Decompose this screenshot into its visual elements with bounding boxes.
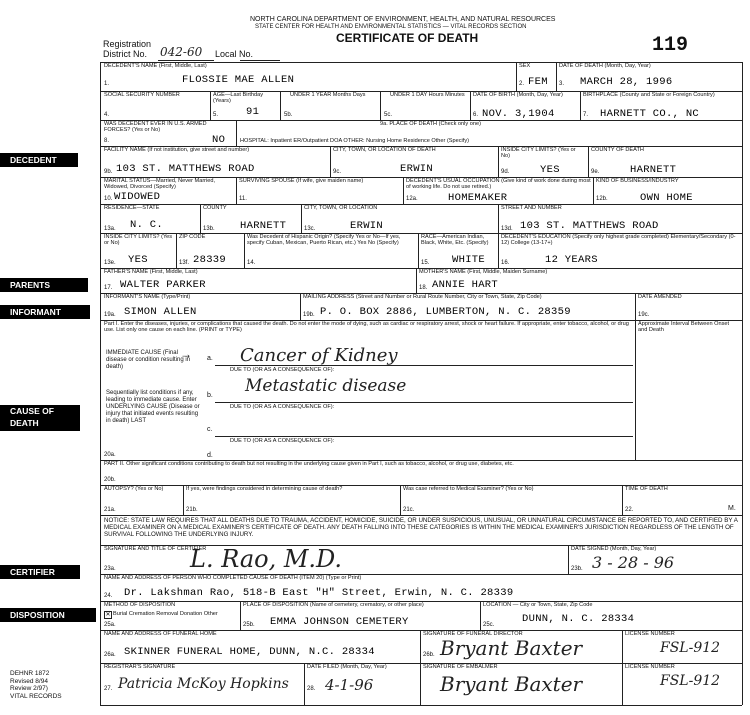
under1d-label: UNDER 1 DAY Hours Minutes bbox=[390, 92, 465, 98]
armed-value: NO bbox=[212, 134, 226, 146]
res-street-label: STREET AND NUMBER bbox=[501, 205, 562, 211]
autopsy-label: AUTOPSY? (Yes or No) bbox=[104, 486, 164, 492]
county-death-label: COUNTY OF DEATH bbox=[591, 147, 644, 153]
completed-by-label: NAME AND ADDRESS OF PERSON WHO COMPLETED CAUSE OF DEATH (ITEM 20) (Type or Print) bbox=[104, 575, 362, 581]
immediate-label: IMMEDIATE CAUSE (Final disease or condition resulting in death) bbox=[106, 350, 191, 370]
embalmer-signature: Bryant Baxter bbox=[440, 672, 583, 696]
completed-by-value: Dr. Lakshman Rao, 518-B East "H" Street, Erwin, N. C. 28339 bbox=[124, 587, 514, 599]
res-city-value: ERWIN bbox=[350, 220, 384, 232]
facility-value: 103 ST. MATTHEWS ROAD bbox=[116, 163, 255, 175]
disposition-tab: DISPOSITION bbox=[0, 608, 96, 622]
amended-label: DATE AMENDED bbox=[638, 294, 682, 300]
county-death-value: HARNETT bbox=[630, 164, 677, 176]
part2-label: PART II. Other significant conditions contributing to death but not resulting in the underlying cause given in Part I, such as tobacco, alcohol, or drug use, diabetes, etc. bbox=[104, 461, 514, 467]
inside-limits-label: INSIDE CITY LIMITS? (Yes or No) bbox=[501, 147, 576, 159]
hispanic-label: Was Decedent of Hispanic Origin? (Specify Yes or No—If yes, specify Cuban, Mexican, Puerto Rican, etc.) Yes No (Specify) bbox=[247, 234, 401, 246]
due-to-b: DUE TO (OR AS A CONSEQUENCE OF): bbox=[230, 404, 335, 410]
name-label: DECEDENT'S NAME (First, Middle, Last) bbox=[104, 63, 207, 69]
dob-label: DATE OF BIRTH (Month, Day, Year) bbox=[473, 92, 563, 98]
decedent-name: FLOSSIE MAE ALLEN bbox=[182, 74, 295, 86]
disp-place-label: PLACE OF DISPOSITION (Name of cemetery, crematory, or other place) bbox=[243, 602, 424, 608]
signature-label: SIGNATURE AND TITLE OF CERTIFIER bbox=[104, 546, 207, 552]
district-label: District No. bbox=[103, 49, 148, 59]
res-state-label: RESIDENCE—STATE bbox=[104, 205, 160, 211]
cause-tab: CAUSE OF DEATH bbox=[0, 405, 80, 431]
mother-value: ANNIE HART bbox=[432, 279, 499, 291]
business-label: KIND OF BUSINESS/INDUSTRY bbox=[596, 178, 679, 184]
date-of-birth: NOV. 3,1904 bbox=[482, 108, 555, 120]
zip-label: ZIP CODE bbox=[179, 234, 206, 240]
time-death-label: TIME OF DEATH bbox=[625, 486, 668, 492]
zip-value: 28339 bbox=[193, 254, 227, 266]
disp-place-value: EMMA JOHNSON CEMETERY bbox=[270, 616, 409, 628]
informant-value: SIMON ALLEN bbox=[124, 306, 197, 318]
ssn-label: SOCIAL SECURITY NUMBER bbox=[104, 92, 180, 98]
local-label: Local No. bbox=[215, 49, 254, 59]
father-label: FATHER'S NAME (First, Middle, Last) bbox=[104, 269, 198, 275]
under1y-label: UNDER 1 YEAR Months Days bbox=[290, 92, 366, 98]
certifier-signature: L. Rao, M.D. bbox=[190, 545, 343, 573]
location-value: DUNN, N. C. 28334 bbox=[522, 613, 635, 625]
embalmer-label: SIGNATURE OF EMBALMER bbox=[423, 664, 498, 670]
license-label: LICENSE NUMBER bbox=[625, 631, 675, 637]
decedent-tab: DECEDENT bbox=[0, 153, 78, 167]
license2-value: FSL-912 bbox=[660, 673, 721, 689]
marital-label: MARITAL STATUS—Married, Never Married, Widowed, Divorced (Specify) bbox=[104, 178, 216, 190]
date-filed-value: 4-1-96 bbox=[325, 676, 374, 694]
res-county-value: HARNETT bbox=[240, 220, 287, 232]
license2-label: LICENSE NUMBER bbox=[625, 664, 675, 670]
hospital-options: HOSPITAL: Inpatient ER/Outpatient DOA OTHER: Nursing Home Residence Other (Specify) bbox=[240, 138, 470, 144]
form-title: CERTIFICATE OF DEATH bbox=[336, 31, 479, 45]
date-signed-value: 3 - 28 - 96 bbox=[592, 553, 675, 572]
method-label: METHOD OF DISPOSITION bbox=[104, 602, 176, 608]
race-label: RACE—American Indian, Black, White, Etc. (Specify) bbox=[421, 234, 489, 246]
cause-a: Cancer of Kidney bbox=[240, 345, 398, 366]
occupation-value: HOMEMAKER bbox=[448, 192, 508, 204]
fd-signature: Bryant Baxter bbox=[440, 636, 583, 660]
funeral-home-label: NAME AND ADDRESS OF FUNERAL HOME bbox=[104, 631, 217, 637]
sex-value: FEM bbox=[528, 76, 548, 88]
marital-value: WIDOWED bbox=[114, 191, 161, 203]
registrar-signature: Patricia McKoy Hopkins bbox=[118, 676, 289, 692]
footer-form-id: DEHNR 1872 Revised 8/94 Review 2/97) VITAL RECORDS bbox=[10, 670, 62, 700]
certifier-tab: CERTIFIER bbox=[0, 565, 80, 579]
city-death-label: CITY, TOWN, OR LOCATION OF DEATH bbox=[333, 147, 436, 153]
city-death-value: ERWIN bbox=[400, 163, 434, 175]
fd-sig-label: SIGNATURE OF FUNERAL DIRECTOR bbox=[423, 631, 523, 637]
facility-label: FACILITY NAME (If not institution, give street and number) bbox=[104, 147, 250, 153]
informant-label: INFORMANT'S NAME (Type/Print) bbox=[104, 294, 191, 300]
funeral-home-value: SKINNER FUNERAL HOME, DUNN, N.C. 28334 bbox=[124, 646, 375, 658]
mother-label: MOTHER'S NAME (First, Middle, Maiden Surname) bbox=[419, 269, 548, 275]
due-to-c: DUE TO (OR AS A CONSEQUENCE OF): bbox=[230, 438, 335, 444]
inside-limits-value: YES bbox=[540, 164, 560, 176]
me-referred-label: Was case referred to Medical Examiner? (Yes or No) bbox=[403, 486, 534, 492]
mailing-value: P. O. BOX 2886, LUMBERTON, N. C. 28359 bbox=[320, 306, 571, 318]
race-value: WHITE bbox=[452, 254, 486, 266]
age-value: 91 bbox=[246, 106, 260, 118]
birthplace-value: HARNETT CO., NC bbox=[600, 108, 700, 120]
res-state-value: N. C. bbox=[130, 219, 164, 231]
location-label: LOCATION — City or Town, State, Zip Code bbox=[483, 602, 593, 608]
informant-tab: INFORMANT bbox=[0, 305, 90, 319]
license-value: FSL-912 bbox=[660, 640, 721, 656]
spouse-label: SURVIVING SPOUSE (If wife, give maiden name) bbox=[239, 178, 364, 184]
armed-label: WAS DECEDENT EVER IN U.S. ARMED FORCES? (Yes or No) bbox=[104, 121, 207, 133]
dept-name: NORTH CAROLINA DEPARTMENT OF ENVIRONMENT, HEALTH, AND NATURAL RESOURCES bbox=[250, 16, 556, 23]
burial-checkbox[interactable]: ✕ bbox=[105, 612, 111, 618]
method-options: ✕ Burial Cremation Removal Donation Other bbox=[105, 611, 218, 618]
center-name: STATE CENTER FOR HEALTH AND ENVIRONMENTAL STATISTICS — VITAL RECORDS SECTION bbox=[255, 24, 527, 30]
business-value: OWN HOME bbox=[640, 192, 693, 204]
father-value: WALTER PARKER bbox=[120, 279, 206, 291]
parents-tab: PARENTS bbox=[0, 278, 88, 292]
certificate-number: 119 bbox=[652, 34, 689, 57]
date-signed-label: DATE SIGNED (Month, Day, Year) bbox=[571, 546, 657, 552]
registrar-label: REGISTRAR'S SIGNATURE bbox=[104, 664, 176, 670]
res-inside-label: INSIDE CITY LIMITS? (Yes or No) bbox=[104, 234, 173, 246]
findings-label: If yes, were findings considered in determining cause of death? bbox=[186, 486, 343, 492]
arrow-icon: → bbox=[180, 347, 192, 361]
occupation-label: DECEDENT'S USUAL OCCUPATION (Give kind of work done during most of working life. Do not use retired.) bbox=[406, 178, 591, 190]
sequential-label: Sequentially list conditions if any, leading to immediate cause. Enter UNDERLYING CAUSE (Disease or injury that initiated events resulting in death) LAST bbox=[106, 390, 200, 424]
place-label: 9a. PLACE OF DEATH (Check only one) bbox=[380, 121, 481, 127]
res-inside-value: YES bbox=[128, 254, 148, 266]
part1-instructions: Part I. Enter the diseases, injuries, or complications that caused the death. Do not enter the mode of dying, such as cardiac or respiratory arrest, shock or heart failure. If appropriate, enter tobacco, alcohol, or drug use. List only one cause on each line. (PRINT or TYPE) bbox=[104, 321, 629, 333]
due-to-a: DUE TO (OR AS A CONSEQUENCE OF): bbox=[230, 367, 335, 373]
dod-label: DATE OF DEATH (Month, Day, Year) bbox=[559, 63, 651, 69]
date-of-death: MARCH 28, 1996 bbox=[580, 76, 673, 88]
sex-label: SEX bbox=[519, 63, 531, 69]
district-value: 042-60 bbox=[160, 45, 203, 59]
birthplace-label: BIRTHPLACE (County and State or Foreign Country) bbox=[583, 92, 715, 98]
cause-b: Metastatic disease bbox=[245, 376, 407, 396]
res-street-value: 103 ST. MATTHEWS ROAD bbox=[520, 220, 659, 232]
date-filed-label: DATE FILED (Month, Day, Year) bbox=[307, 664, 387, 670]
mailing-label: MAILING ADDRESS (Street and Number or Rural Route Number, City or Town, State, Zip Code) bbox=[303, 294, 542, 300]
education-value: 12 YEARS bbox=[545, 254, 598, 266]
notice-text: NOTICE: STATE LAW REQUIRES THAT ALL DEATHS DUE TO TRAUMA, ACCIDENT, HOMICIDE, SUICIDE, OR UNDER SUSPICIOUS, UNUSUAL, OR UNNATURAL CIRCUMSTANCE BE REPORTED TO, AND CERTIFIED BY A MEDICAL EXAMINER ON A MEDICAL EXAMINER'S CERTIFICATE OF DEATH. ANY DEATH FALLING INTO THESE CATEGORIES IS WITHIN THE MEDICAL EXAMINER'S JURISDICTION REGARDLESS OF THE LENGTH OF SURVIVAL FOLLOWING THE UNDERLYING INJURY. bbox=[104, 517, 738, 538]
age-label: AGE—Last Birthday (Years) bbox=[213, 92, 264, 104]
registration-label: Registration bbox=[103, 39, 152, 49]
interval-label: Approximate Interval Between Onset and Death bbox=[638, 321, 730, 333]
res-city-label: CITY, TOWN, OR LOCATION bbox=[304, 205, 378, 211]
education-label: DECEDENT'S EDUCATION (Specify only highest grade completed) Elementary/Secondary (0-12) College (13-17+) bbox=[501, 234, 736, 246]
res-county-label: COUNTY bbox=[203, 205, 227, 211]
